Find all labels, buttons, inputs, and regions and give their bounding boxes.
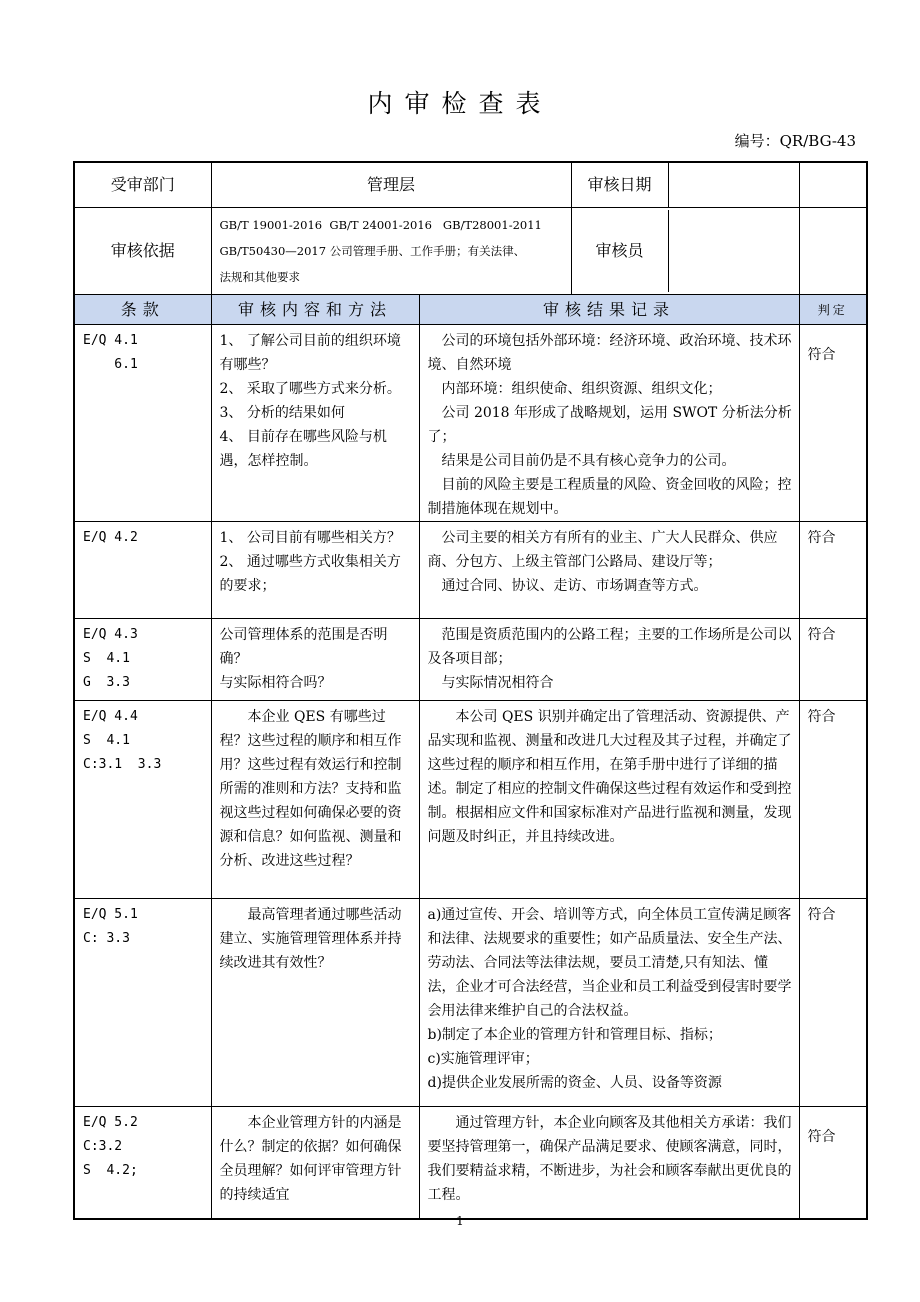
content-cell — [211, 899, 419, 1107]
result-line: 通过合同、协议、走访、市场调查等方式。 — [441, 578, 708, 594]
table-row — [74, 522, 867, 619]
result-cell — [419, 522, 799, 619]
result-line: a)通过宣传、开会、培训等方式，向全体员工宣传满足顾客和法律、法规要求的重要性；如产品质量法、安全生产法、劳动法、合同法等法律法规，要员工清楚,只有知法、懂法，企业才可合法经营，当企业和员工利益受到侵害时要学会用法律来维护自己的合法权益。 — [427, 907, 792, 1019]
auditor-label: 审核员 — [572, 210, 669, 292]
content-line: 公司管理体系的范围是否明确？ — [219, 627, 388, 667]
judgement-cell: 符合 — [799, 325, 867, 522]
col-clause: 条款 — [74, 295, 211, 325]
content-cell — [211, 325, 419, 522]
result-line: 公司主要的相关方有所有的业主、广大人民群众、供应商、分包方、上级主管部门公路局、建设厅等； — [427, 530, 778, 570]
result-line: 目前的风险主要是工程质量的风险、资金回收的风险；控制措施体现在规划中。 — [427, 477, 792, 517]
result-line: 内部环境：组织使命、组织资源、组织文化； — [441, 381, 722, 397]
content-cell — [211, 522, 419, 619]
clause-cell — [74, 619, 211, 701]
result-cell — [419, 325, 799, 522]
audit-date-value-ext — [799, 162, 867, 208]
clause-line: S 4.2; — [83, 1163, 138, 1178]
basis-line-3: 法规和其他要求 — [219, 270, 300, 284]
result-line: 公司 2018 年形成了战略规划，运用 SWOT 分析法分析了； — [427, 405, 792, 445]
auditor-value-ext — [799, 208, 867, 295]
content-line: 1、 公司目前有哪些相关方？ — [219, 530, 401, 546]
clause-line: S 4.1 — [83, 733, 130, 748]
table-row — [74, 1107, 867, 1219]
content-line: 2、 采取了哪些方式来分析。 — [219, 381, 401, 397]
judgement-cell: 符合 — [799, 701, 867, 899]
dept-value[interactable]: 管理层 — [211, 162, 571, 208]
content-cell — [211, 1107, 419, 1219]
clause-line: E/Q 4.2 — [83, 530, 138, 545]
table-row — [74, 701, 867, 899]
result-line: 结果是公司目前仍是不具有核心竞争力的公司。 — [441, 453, 736, 469]
clause-cell — [74, 899, 211, 1107]
basis-label: 审核依据 — [74, 208, 211, 295]
result-cell — [419, 619, 799, 701]
clause-cell — [74, 701, 211, 899]
result-line: 与实际情况相符合 — [441, 675, 554, 691]
result-line: 范围是资质范围内的公路工程；主要的工作场所是公司以及各项目部； — [427, 627, 792, 667]
content-line: 本企业 QES 有哪些过程？这些过程的顺序和相互作用？这些过程有效运行和控制所需的准则和方法？支持和监视这些过程如何确保必要的资源和信息？如何监视、测量和分析、改进这些过程？ — [219, 709, 402, 869]
table-row — [74, 619, 867, 701]
document-title: 内审检查表 — [367, 89, 553, 118]
result-line: b)制定了本企业的管理方针和管理目标、指标； — [427, 1027, 722, 1043]
document-number: 编号：QR/BG-43 — [734, 132, 856, 150]
date-label — [571, 162, 799, 208]
auditor-cell — [571, 208, 799, 295]
clause-line: S 4.1 — [83, 651, 130, 666]
header-row-basis — [74, 208, 867, 295]
content-line: 本企业管理方针的内涵是什么？制定的依据？如何确保全员理解？如何评审管理方针的持续适宜 — [219, 1115, 402, 1203]
content-line: 与实际相符合吗？ — [219, 675, 332, 691]
clause-line: E/Q 4.3 — [83, 627, 138, 642]
auditor-value[interactable] — [669, 210, 799, 292]
basis-value — [211, 208, 571, 295]
result-line: 公司的环境包括外部环境：经济环境、政治环境、技术环境、自然环境 — [427, 333, 792, 373]
clause-cell — [74, 522, 211, 619]
content-cell — [211, 701, 419, 899]
judgement-cell: 符合 — [799, 1107, 867, 1219]
col-content: 审核内容和方法 — [211, 295, 419, 325]
judgement-cell: 符合 — [799, 619, 867, 701]
result-line: c)实施管理评审； — [427, 1051, 539, 1067]
dept-label: 受审部门 — [74, 162, 211, 208]
clause-cell — [74, 1107, 211, 1219]
col-result: 审核结果记录 — [419, 295, 799, 325]
clause-line: 6.1 — [83, 357, 138, 372]
result-line: 本公司 QES 识别并确定出了管理活动、资源提供、产品实现和监视、测量和改进几大过程及其子过程，并确定了这些过程的顺序和相互作用，在第手册中进行了详细的描述。制定了相应的控制文件确保这些过程有效运作和受到控制。根据相应文件和国家标准对产品进行监视和测量，发现问题及时纠正，并且持续改进。 — [427, 709, 792, 845]
content-line: 最高管理者通过哪些活动建立、实施管理管理体系并持续改进其有效性？ — [219, 907, 402, 971]
audit-date-label: 审核日期 — [572, 163, 669, 207]
content-line: 2、 通过哪些方式收集相关方的要求； — [219, 554, 401, 594]
content-line: 1、 了解公司目前的组织环境有哪些？ — [219, 333, 401, 373]
audit-checklist-table — [73, 161, 868, 1220]
clause-line: C:3.1 3.3 — [83, 757, 162, 772]
judgement-cell: 符合 — [799, 522, 867, 619]
clause-line: G 3.3 — [83, 675, 130, 690]
basis-line-2: GB/T50430—2017 公司管理手册、工作手册；有关法律、 — [219, 244, 526, 258]
header-row-dept — [74, 162, 867, 208]
clause-line: C:3.2 — [83, 1139, 123, 1154]
content-line: 4、 目前存在哪些风险与机遇，怎样控制。 — [219, 429, 387, 469]
table-row — [74, 325, 867, 522]
clause-line: E/Q 4.4 — [83, 709, 138, 724]
judgement-cell: 符合 — [799, 899, 867, 1107]
page-number: 1 — [456, 1214, 464, 1228]
clause-line: C: 3.3 — [83, 931, 130, 946]
result-cell — [419, 701, 799, 899]
result-line: 通过管理方针，本企业向顾客及其他相关方承诺：我们要坚持管理第一，确保产品满足要求、使顾客满意，同时，我们要精益求精，不断进步，为社会和顾客奉献出更优良的工程。 — [427, 1115, 792, 1203]
clause-line: E/Q 5.2 — [83, 1115, 138, 1130]
result-cell — [419, 1107, 799, 1219]
clause-line: E/Q 4.1 — [83, 333, 138, 348]
basis-line-1: GB/T 19001-2016 GB/T 24001-2016 GB/T28001-2011 — [219, 218, 542, 232]
clause-cell — [74, 325, 211, 522]
result-cell — [419, 899, 799, 1107]
content-cell — [211, 619, 419, 701]
table-row — [74, 899, 867, 1107]
audit-date-value[interactable] — [669, 163, 799, 207]
column-header-row — [74, 295, 867, 325]
result-line: d)提供企业发展所需的资金、人员、设备等资源 — [427, 1075, 722, 1091]
col-judgement: 判定 — [799, 295, 867, 325]
content-line: 3、 分析的结果如何 — [219, 405, 345, 421]
clause-line: E/Q 5.1 — [83, 907, 138, 922]
